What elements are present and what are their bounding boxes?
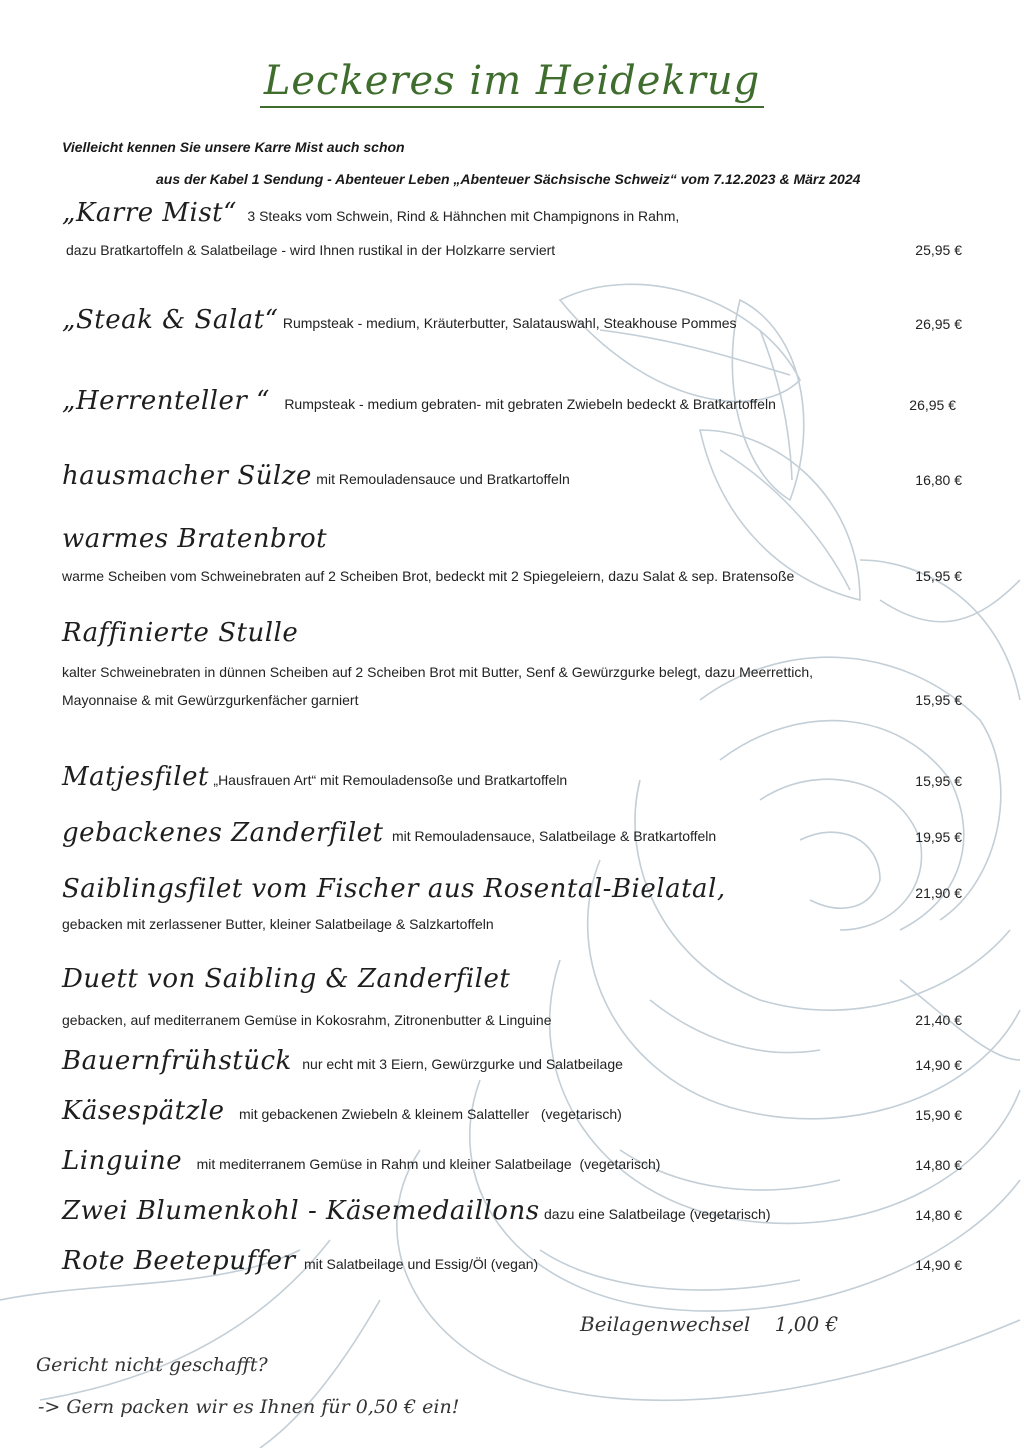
menu-item-warmes-bratenbrot bbox=[62, 524, 962, 584]
item-description: kalter Schweinebraten in dünnen Scheiben auf 2 Scheiben Brot mit Butter, Senf & Gewürzgurke belegt, dazu Meerrettich, bbox=[62, 664, 813, 680]
item-name: gebackenes Zanderfilet bbox=[62, 818, 384, 848]
item-description-line-2: dazu Bratkartoffeln & Salatbeilage - wird Ihnen rustikal in der Holzkarre serviert bbox=[66, 242, 556, 258]
side-change-price: 1,00 € bbox=[774, 1312, 839, 1336]
item-name: Zwei Blumenkohl - Käsemedaillons bbox=[62, 1196, 540, 1226]
intro-line-2: aus der Kabel 1 Sendung - Abenteuer Leben „Abenteuer Sächsische Schweiz“ vom 7.12.2023 & März 2024 bbox=[156, 171, 861, 187]
item-description: warme Scheiben vom Schweinebraten auf 2 Scheiben Brot, bedeckt mit 2 Spiegeleiern, dazu Salat & sep. Bratensoße bbox=[62, 568, 795, 584]
menu-item-steak-salat bbox=[62, 305, 962, 335]
menu-item-hausmacher-suelze bbox=[62, 461, 962, 491]
menu-item-linguine bbox=[62, 1146, 962, 1176]
item-price: 19,95 € bbox=[915, 829, 962, 845]
item-price: 14,90 € bbox=[915, 1257, 962, 1273]
item-description: nur echt mit 3 Eiern, Gewürzgurke und Salatbeilage bbox=[302, 1056, 623, 1072]
item-description: Rumpsteak - medium, Kräuterbutter, Salatauswahl, Steakhouse Pommes bbox=[282, 315, 737, 331]
item-name: Saiblingsfilet vom Fischer aus Rosental-Bielatal, bbox=[62, 874, 726, 904]
item-price: 15,90 € bbox=[915, 1107, 962, 1123]
item-name: „Karre Mist“ bbox=[62, 198, 237, 228]
menu-item-duett-saibling-zander bbox=[62, 964, 962, 1028]
menu-title: Leckeres im Heidekrug bbox=[0, 58, 1024, 104]
item-name: Rote Beetepuffer bbox=[62, 1246, 296, 1276]
item-price: 14,80 € bbox=[915, 1207, 962, 1223]
item-description: mit Salatbeilage und Essig/Öl (vegan) bbox=[303, 1256, 539, 1272]
menu-item-gebackenes-zanderfilet bbox=[62, 818, 962, 848]
item-price: 15,95 € bbox=[915, 692, 962, 708]
intro-line-1: Vielleicht kennen Sie unsere Karre Mist auch schon bbox=[62, 139, 405, 155]
menu-item-herrenteller bbox=[62, 386, 962, 416]
item-description: dazu eine Salatbeilage (vegetarisch) bbox=[544, 1206, 771, 1222]
item-description: „Hausfrauen Art“ mit Remouladensoße und Bratkartoffeln bbox=[213, 772, 568, 788]
side-change-label: Beilagenwechsel bbox=[580, 1312, 751, 1336]
menu-item-kaesespaetzle bbox=[62, 1096, 962, 1126]
item-name: „Steak & Salat“ bbox=[62, 305, 279, 335]
item-price: 15,95 € bbox=[915, 773, 962, 789]
menu-item-rote-beetepuffer bbox=[62, 1246, 962, 1276]
item-description: mit Remouladensauce, Salatbeilage & Bratkartoffeln bbox=[391, 828, 717, 844]
menu-item-bauernfruehstueck bbox=[62, 1046, 962, 1076]
item-description: gebacken, auf mediterranem Gemüse in Kokosrahm, Zitronenbutter & Linguine bbox=[62, 1012, 552, 1028]
footer-line-2: -> Gern packen wir es Ihnen für 0,50 € ein! bbox=[38, 1396, 460, 1418]
item-name: „Herrenteller “ bbox=[62, 386, 270, 416]
item-description: gebacken mit zerlassener Butter, kleiner Salatbeilage & Salzkartoffeln bbox=[62, 916, 494, 932]
item-name: Bauernfrühstück bbox=[62, 1046, 292, 1076]
menu-item-matjesfilet bbox=[62, 762, 962, 792]
item-name: Duett von Saibling & Zanderfilet bbox=[62, 964, 511, 994]
item-price: 26,95 € bbox=[915, 316, 962, 332]
item-name: hausmacher Sülze bbox=[62, 461, 312, 491]
item-price: 14,80 € bbox=[915, 1157, 962, 1173]
menu-item-saiblingsfilet bbox=[62, 874, 962, 932]
item-name: Linguine bbox=[62, 1146, 183, 1176]
item-price: 26,95 € bbox=[909, 397, 956, 413]
menu-item-blumenkohl-kaesemedaillons bbox=[62, 1196, 962, 1226]
menu-item-karre-mist bbox=[62, 198, 962, 258]
item-price: 21,90 € bbox=[915, 885, 962, 901]
item-description: 3 Steaks vom Schwein, Rind & Hähnchen mit Champignons in Rahm, bbox=[247, 208, 680, 224]
item-description: mit mediterranem Gemüse in Rahm und kleiner Salatbeilage (vegetarisch) bbox=[196, 1156, 661, 1172]
side-change-note bbox=[580, 1312, 838, 1336]
item-price: 14,90 € bbox=[915, 1057, 962, 1073]
item-price: 21,40 € bbox=[915, 1012, 962, 1028]
item-name: Käsespätzle bbox=[62, 1096, 225, 1126]
item-name: Raffinierte Stulle bbox=[62, 618, 299, 648]
item-name: warmes Bratenbrot bbox=[62, 524, 328, 554]
item-description-line-2: Mayonnaise & mit Gewürzgurkenfächer garniert bbox=[62, 692, 359, 708]
item-price: 25,95 € bbox=[915, 242, 962, 258]
item-description: mit gebackenen Zwiebeln & kleinem Salatteller (vegetarisch) bbox=[238, 1106, 622, 1122]
item-price: 15,95 € bbox=[915, 568, 962, 584]
item-description: Rumpsteak - medium gebraten- mit gebraten Zwiebeln bedeckt & Bratkartoffeln bbox=[284, 396, 776, 412]
item-description: mit Remouladensauce und Bratkartoffeln bbox=[316, 471, 570, 487]
menu-item-raffinierte-stulle bbox=[62, 618, 962, 708]
item-name: Matjesfilet bbox=[62, 762, 209, 792]
item-price: 16,80 € bbox=[915, 472, 962, 488]
footer-line-1: Gericht nicht geschafft? bbox=[36, 1354, 268, 1376]
